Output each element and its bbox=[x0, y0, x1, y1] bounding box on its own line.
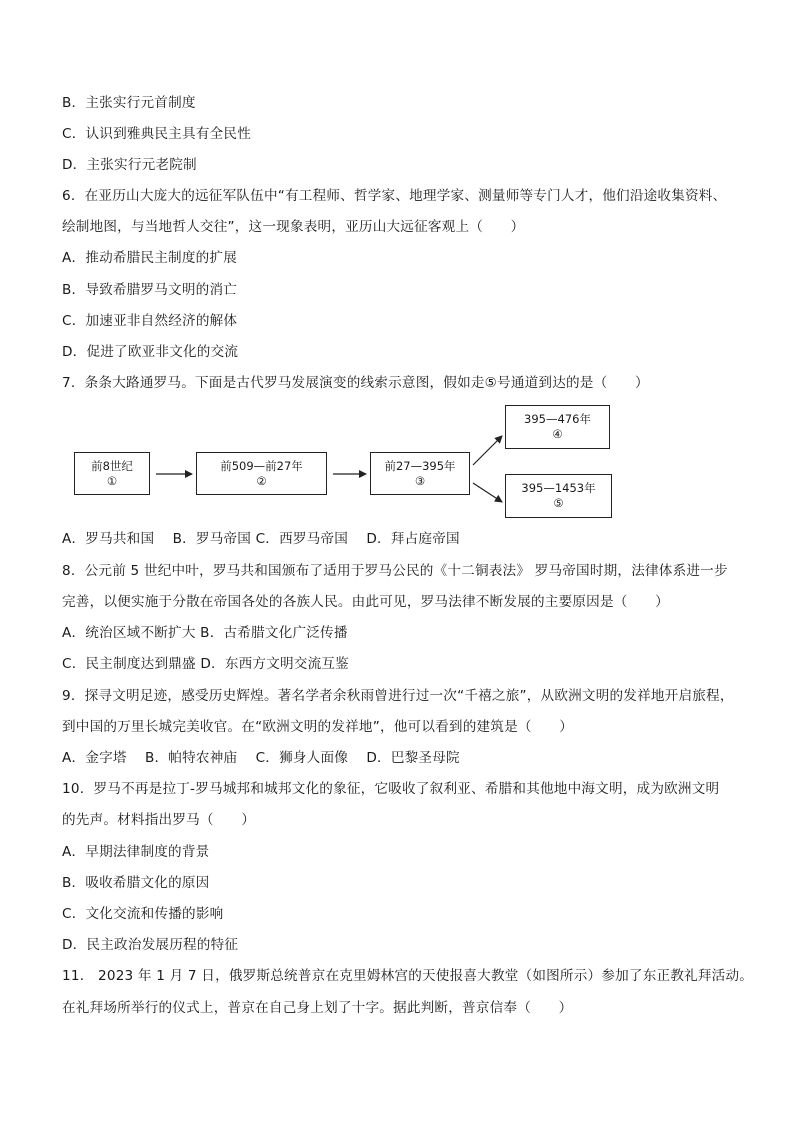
arrow-3-to-4 bbox=[473, 436, 502, 465]
question-6-line-2: 绘制地图，与当地哲人交往”，这一现象表明，亚历山大远征客观上（ ） bbox=[62, 219, 525, 235]
option-a-q6: A．推动希腊民主制度的扩展 bbox=[62, 250, 238, 266]
question-9-line-2: 到中国的万里长城完美收官。在“欧洲文明的发祥地”，他可以看到的建筑是（ ） bbox=[62, 719, 574, 735]
arrow-3-to-5 bbox=[473, 483, 502, 502]
box-5-period: 395—1453年 bbox=[521, 481, 596, 495]
question-8-line-1: 8．公元前 5 世纪中叶，罗马共和国颁布了适用于罗马公民的《十二铜表法》 罗马帝国时期，法律体系进一步 bbox=[62, 563, 728, 579]
box-1-mark: ① bbox=[106, 473, 118, 488]
question-10-line-2: 的先声。材料指出罗马（ ） bbox=[62, 812, 256, 828]
box-4-period: 395—476年 bbox=[524, 412, 591, 426]
option-d-q5: D．主张实行元老院制 bbox=[62, 157, 197, 173]
box-2-period: 前509—前27年 bbox=[220, 458, 303, 473]
diagram-box-2 bbox=[196, 452, 327, 495]
question-11-line-1: 11． 2023 年 1 月 7 日，俄罗斯总统普京在克里姆林宫的天使报喜大教堂（如图所示）参加了东正教礼拜活动。 bbox=[62, 968, 754, 984]
box-1-period: 前8世纪 bbox=[91, 458, 133, 473]
option-c-q10: C．文化交流和传播的影响 bbox=[62, 906, 224, 922]
question-11-line-2: 在礼拜场所举行的仪式上，普京在自己身上划了十字。据此判断，普京信奉（ ） bbox=[62, 1000, 573, 1016]
box-3-mark: ③ bbox=[414, 473, 426, 488]
options-q9: A．金字塔 B．帕特农神庙 C．狮身人面像 D．巴黎圣母院 bbox=[62, 750, 460, 766]
box-3-period: 前27—395年 bbox=[384, 458, 456, 473]
option-b-q5: B．主张实行元首制度 bbox=[62, 95, 196, 111]
diagram-box-5 bbox=[505, 474, 612, 518]
box-2-mark: ② bbox=[256, 473, 267, 488]
diagram-box-3 bbox=[370, 452, 470, 495]
option-b-q6: B．导致希腊罗马文明的消亡 bbox=[62, 282, 238, 298]
options-cd-q8: C．民主制度达到鼎盛 D．东西方文明交流互鉴 bbox=[62, 656, 349, 672]
option-c-q6: C．加速亚非自然经济的解体 bbox=[62, 313, 238, 329]
question-7-line-1: 7．条条大路通罗马。下面是古代罗马发展演变的线索示意图，假如走⑤号通道到达的是（ ） bbox=[62, 375, 649, 391]
option-d-q10: D．民主政治发展历程的特征 bbox=[62, 937, 239, 953]
options-ab-q8: A．统治区域不断扩大 B．古希腊文化广泛传播 bbox=[62, 625, 348, 641]
box-5-mark: ⑤ bbox=[553, 496, 564, 510]
question-6-line-1: 6．在亚历山大庞大的远征军队伍中“有工程师、哲学家、地理学家、测量师等专门人才，他们沿途收集资料、 bbox=[62, 188, 727, 204]
question-8-line-2: 完善，以便实施于分散在帝国各处的各族人民。由此可见，罗马法律不断发展的主要原因是（ ） bbox=[62, 594, 669, 610]
option-c-q5: C．认识到雅典民主具有全民性 bbox=[62, 126, 252, 142]
option-a-q10: A．早期法律制度的背景 bbox=[62, 844, 210, 860]
options-q7: A．罗马共和国 B．罗马帝国 C．西罗马帝国 D．拜占庭帝国 bbox=[62, 531, 460, 547]
question-9-line-1: 9．探寻文明足迹，感受历史辉煌。著名学者余秋雨曾进行过一次“千禧之旅”，从欧洲文明的发祥地开启旅程， bbox=[62, 688, 734, 704]
diagram-box-4 bbox=[505, 405, 610, 449]
diagram-box-1 bbox=[74, 452, 150, 495]
question-10-line-1: 10．罗马不再是拉丁-罗马城邦和城邦文化的象征，它吸收了叙利亚、希腊和其他地中海文明，成为欧洲文明 bbox=[62, 781, 720, 797]
option-b-q10: B．吸收希腊文化的原因 bbox=[62, 875, 210, 891]
option-d-q6: D．促进了欧亚非文化的交流 bbox=[62, 344, 239, 360]
box-4-mark: ④ bbox=[552, 427, 563, 441]
